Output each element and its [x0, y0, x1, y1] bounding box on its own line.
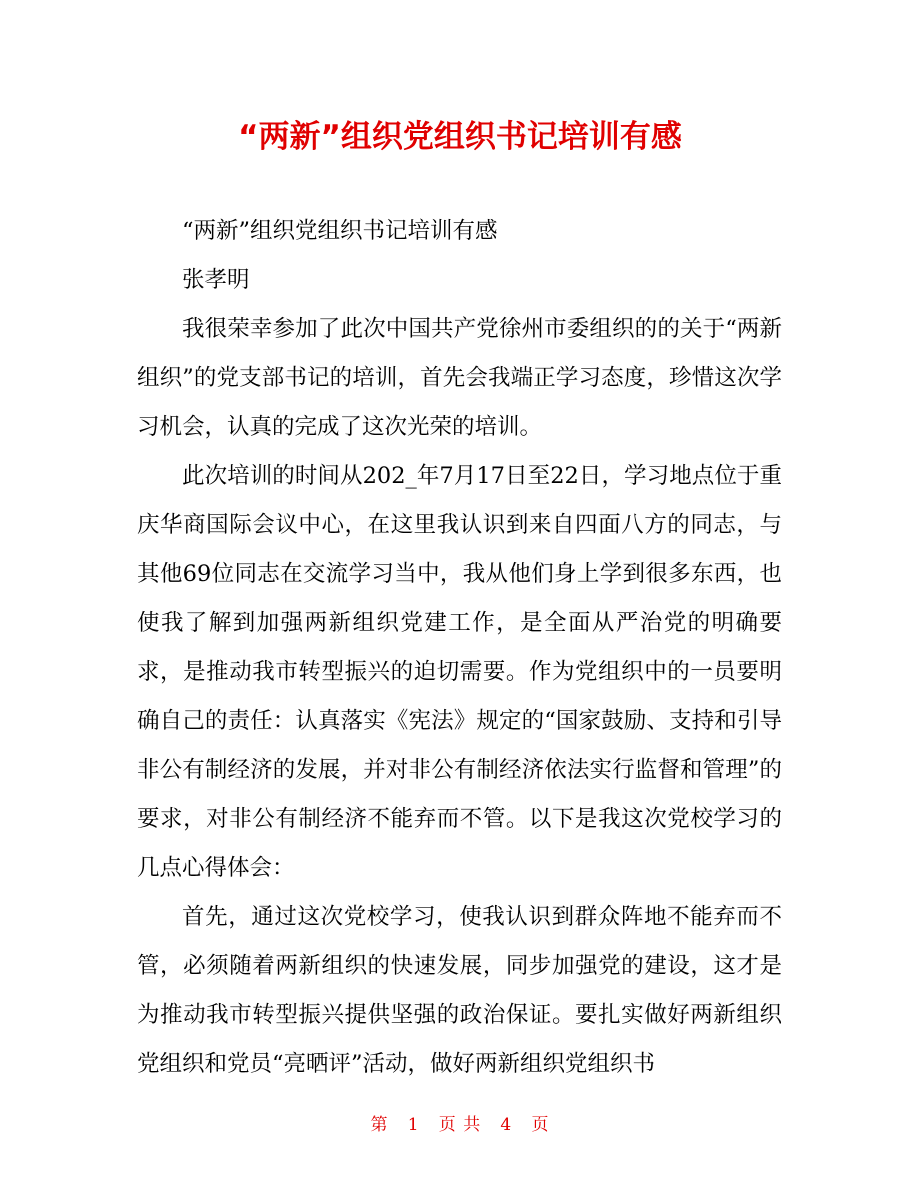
document-body [137, 207, 782, 1089]
page-label-prefix: 第 [370, 1115, 389, 1135]
body-paragraph: 首先，通过这次党校学习，使我认识到群众阵地不能弃而不管，必须随着两新组织的快速发展，同步加强党的建设，这才是为推动我市转型振兴提供坚强的政治保证。要扎实做好两新组织党组织和党员“亮晒评”活动，做好两新组织党组织书 [137, 904, 782, 1077]
current-page-number: 1 [407, 1115, 420, 1135]
subtitle-paragraph: “两新”组织党组织书记培训有感 [182, 218, 498, 244]
page-label-suffix: 页 [531, 1115, 550, 1135]
page-label-mid: 页 共 [438, 1115, 482, 1135]
total-pages-number: 4 [500, 1115, 513, 1135]
body-paragraph: 我很荣幸参加了此次中国共产党徐州市委组织的的关于“两新组织”的党支部书记的培训，首先会我端正学习态度，珍惜这次学习机会，认真的完成了这次光荣的培训。 [137, 316, 782, 440]
document-title: “两新”组织党组织书记培训有感 [238, 119, 682, 155]
page-footer [0, 1112, 920, 1138]
body-paragraph: 此次培训的时间从202_年7月17日至22日，学习地点位于重庆华商国际会议中心，在这里我认识到来自四面八方的同志，与其他69位同志在交流学习当中，我从他们身上学到很多东西，也使我了解到加强两新组织党建工作，是全面从严治党的明确要求，是推动我市转型振兴的迫切需要。作为党组织中的一员要明确自己的责任：认真落实《宪法》规定的“国家鼓励、支持和引导非公有制经济的发展，并对非公有制经济依法实行监督和管理”的要求，对非公有制经济不能弃而不管。以下是我这次党校学习的几点心得体会： [137, 463, 782, 881]
author-paragraph: 张孝明 [182, 267, 250, 293]
